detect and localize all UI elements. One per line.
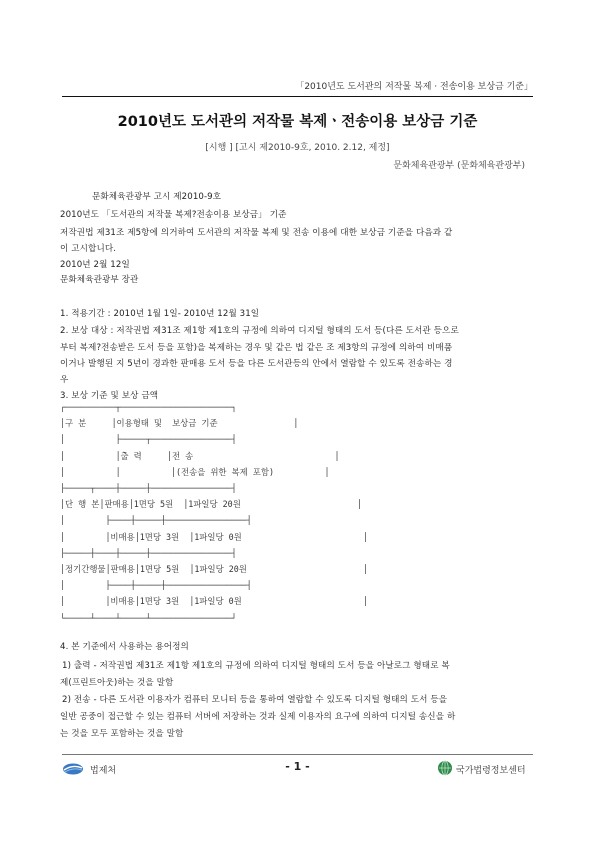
term-definition-line: 2) 전송 - 다른 도서관 이용자가 컴퓨터 모니터 등을 통하여 열람할 수 있도록 디지털 형태의 도서 등을	[62, 695, 448, 705]
table-line: ┌──────────┬──────────────────────┐	[60, 402, 237, 412]
table-row: │구 분 │이용형태 및 보상금 기준 │	[60, 418, 299, 429]
section-target-line: 부터 복제?전송받은 도서 등을 포함)을 복제하는 경우 및 같은 법 같은 조 제3항의 규정에 의하여 비매품	[60, 343, 453, 353]
notice-date: 2010년 2월 12일	[60, 260, 130, 270]
table-line: ├─────┬────┼─────┼────────────────┤	[60, 483, 237, 494]
footer-publisher: 법제처	[90, 766, 117, 776]
notice-subject: 2010년도 「도서관의 저작물 복제?전송이용 보상금」 기준	[60, 210, 287, 220]
section-period: 1. 적용기간 : 2010년 1월 1일- 2010년 12월 31일	[60, 309, 260, 319]
table-line: ├─────┼────┼─────┼────────────────┤	[60, 547, 237, 558]
table-row: │ │비매용│1면당 3원 │1파일당 0원 │	[60, 596, 368, 607]
term-definition-line: 는 것을 모두 포함하는 것을 말함	[60, 729, 184, 739]
page-title: 2010년도 도서관의 저작물 복제ㆍ전송이용 보상금 기준	[117, 114, 478, 130]
notice-body-line: 이 고시합니다.	[60, 244, 117, 254]
table-row: │단 행 본│판매용│1면당 5원 │1파일당 20원 │	[60, 499, 362, 510]
section-target-line: 2. 보상 대상 : 저작권법 제31조 제1항 제1호의 규정에 의하여 디지털 형태의 도서 등(다른 도서관 등으로	[60, 326, 459, 336]
section-target-line: 우	[60, 375, 69, 385]
table-line: │ ├─────┬────────────────┤	[60, 434, 237, 445]
notice-signer: 문화체육관광부 장관	[60, 275, 139, 285]
page-number: - 1 -	[285, 760, 310, 773]
document-reference: 「2010년도 도서관의 저작물 복제 · 전송이용 보상금 기준」	[295, 82, 533, 92]
table-line: │ ├────┼─────┼────────────────┤	[60, 580, 252, 591]
issuing-ministry: 문화체육관광부 (문화체육관광부)	[393, 161, 525, 171]
table-row: │ │출 력 │전 송 │	[60, 450, 340, 461]
table-row: │ │비매용│1면당 3원 │1파일당 0원 │	[60, 531, 368, 542]
section-compensation-heading: 3. 보상 기준 및 보상 금액	[60, 391, 159, 401]
footer-center-name: 국가법령정보센터	[456, 766, 526, 776]
table-row: │ │ │(전송을 위한 복제 포함) │	[60, 466, 330, 477]
term-definition-line: 1) 출력 - 저작권법 제31조 제1항 제1호의 규정에 의하여 디지털 형태의 도서 등을 아날로그 형태로 복	[62, 661, 450, 671]
section-target-line: 이거나 발행된 지 5년이 경과한 판매용 도서 등을 다른 도서관등의 안에서 열람할 수 있도록 전송하는 경	[60, 359, 453, 369]
term-definition-line: 일반 공중이 접근할 수 있는 컴퓨터 서버에 저장하는 것과 실제 이용자의 요구에 의하여 디지털 송신을 하	[60, 712, 456, 722]
compensation-table	[60, 399, 368, 626]
term-definition-line: 제(프린트아웃)하는 것을 말함	[60, 678, 174, 688]
header-rule	[62, 96, 533, 97]
table-line: └─────┴────┴─────┴────────────────┘	[60, 612, 237, 623]
footer-rule	[62, 754, 533, 755]
globe-icon	[437, 760, 453, 776]
notice-number: 문화체육관광부 고시 제2010-9호	[92, 192, 222, 202]
notice-body-line: 저작권법 제31조 제5항에 의거하여 도서관의 저작물 복제 및 전송 이용에 대한 보상금 기준을 다음과 같	[60, 228, 453, 238]
table-row: │정기간행물│판매용│1면당 5원 │1파일당 20원 │	[60, 564, 368, 575]
table-line: │ ├────┼─────┼────────────────┤	[60, 515, 252, 526]
section-terms-heading: 4. 본 기준에서 사용하는 용어정의	[60, 642, 189, 652]
enforcement-info: [시행 ] [고시 제2010-9호, 2010. 2.12, 제정]	[205, 143, 390, 153]
